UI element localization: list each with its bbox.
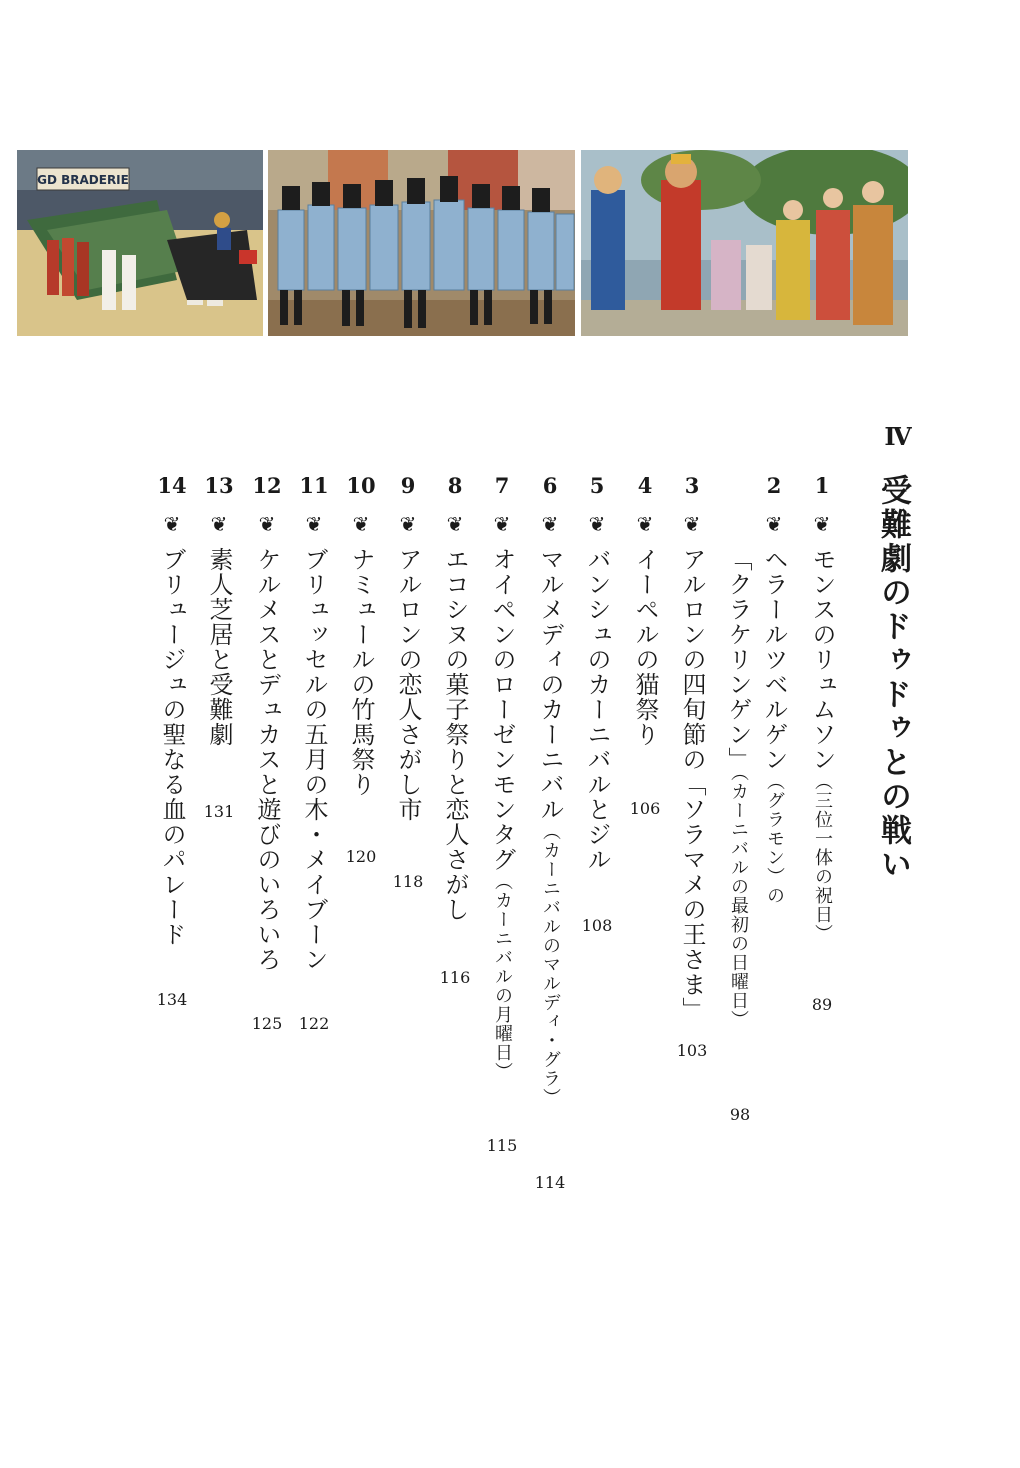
entry-number: 2	[766, 473, 782, 498]
ornament-icon: ❦	[352, 512, 370, 536]
ornament-icon: ❦	[163, 512, 181, 536]
part-number: Ⅳ	[884, 422, 912, 451]
festival-photo-braderie	[17, 150, 263, 336]
ornament-icon: ❦	[588, 512, 606, 536]
ornament-icon: ❦	[258, 512, 276, 536]
ornament-icon: ❦	[305, 512, 323, 536]
entry-title: 素人芝居と受難劇	[205, 547, 233, 747]
entry-number: 1	[814, 473, 830, 498]
entry-title: オイペンのローゼンモンタグ（カーニバルの月曜日）	[488, 547, 516, 1081]
page-number: 134	[156, 990, 188, 1009]
part-title: 受難劇のドゥドゥとの戦い	[875, 474, 911, 882]
ornament-icon: ❦	[399, 512, 417, 536]
ornament-icon: ❦	[813, 512, 831, 536]
entry-number: 13	[204, 473, 234, 498]
entry-title: イーペルの猫祭り	[631, 547, 659, 747]
page-number: 108	[581, 916, 613, 935]
entry-number: 7	[494, 473, 510, 498]
entry-number: 14	[157, 473, 187, 498]
ornament-icon: ❦	[210, 512, 228, 536]
page-number: 125	[251, 1014, 283, 1033]
entry-number: 12	[252, 473, 282, 498]
ornament-icon: ❦	[541, 512, 559, 536]
page-number: 115	[486, 1136, 518, 1155]
page-number: 118	[392, 872, 424, 891]
entry-number: 11	[299, 473, 329, 498]
festival-photo-giants	[581, 150, 908, 336]
page-number: 106	[629, 799, 661, 818]
entry-title: エコシヌの菓子祭りと恋人さがし	[441, 547, 469, 922]
entry-number: 10	[346, 473, 376, 498]
entry-number: 5	[589, 473, 605, 498]
entry-title: ナミュールの竹馬祭り	[347, 547, 375, 797]
entry-title: ブリュッセルの五月の木・メイブーン	[300, 547, 328, 972]
ornament-icon: ❦	[765, 512, 783, 536]
ornament-icon: ❦	[493, 512, 511, 536]
page-number: 103	[676, 1041, 708, 1060]
entry-number: 9	[400, 473, 416, 498]
entry-number: 3	[684, 473, 700, 498]
entry-title: ヘラールツベルゲン（グラモン）の	[760, 547, 788, 905]
page-number: 114	[534, 1173, 566, 1192]
entry-title: ケルメスとデュカスと遊びのいろいろ	[253, 547, 281, 972]
entry-title: ブリュージュの聖なる血のパレード	[158, 547, 186, 947]
festival-photo-procession	[268, 150, 575, 336]
entry-title: アルロンの恋人さがし市	[394, 547, 422, 822]
ornament-icon: ❦	[636, 512, 654, 536]
entry-title: モンスのリュムソン（三位一体の祝日）	[808, 547, 836, 943]
entry-title: アルロンの四旬節の「ソラマメの王さま」	[678, 547, 706, 1022]
ornament-icon: ❦	[683, 512, 701, 536]
ornament-icon: ❦	[446, 512, 464, 536]
page-number: 122	[298, 1014, 330, 1033]
entry-number: 4	[637, 473, 653, 498]
entry-title: マルメディのカーニバル（カーニバルのマルディ・グラ）	[536, 547, 564, 1107]
entry-title-line2: 「クラケリンゲン」（カーニバルの最初の日曜日）	[724, 547, 752, 1029]
entry-title: バンシュのカーニバルとジル	[583, 547, 611, 872]
entry-number: 6	[542, 473, 558, 498]
entry-number: 8	[447, 473, 463, 498]
page-number: 131	[203, 802, 235, 821]
page-number: 89	[811, 995, 833, 1014]
page-number: 98	[729, 1105, 751, 1124]
page-number: 116	[439, 968, 471, 987]
braderie-sign-text: GD BRADERIE	[37, 173, 129, 187]
page-number: 120	[345, 847, 377, 866]
